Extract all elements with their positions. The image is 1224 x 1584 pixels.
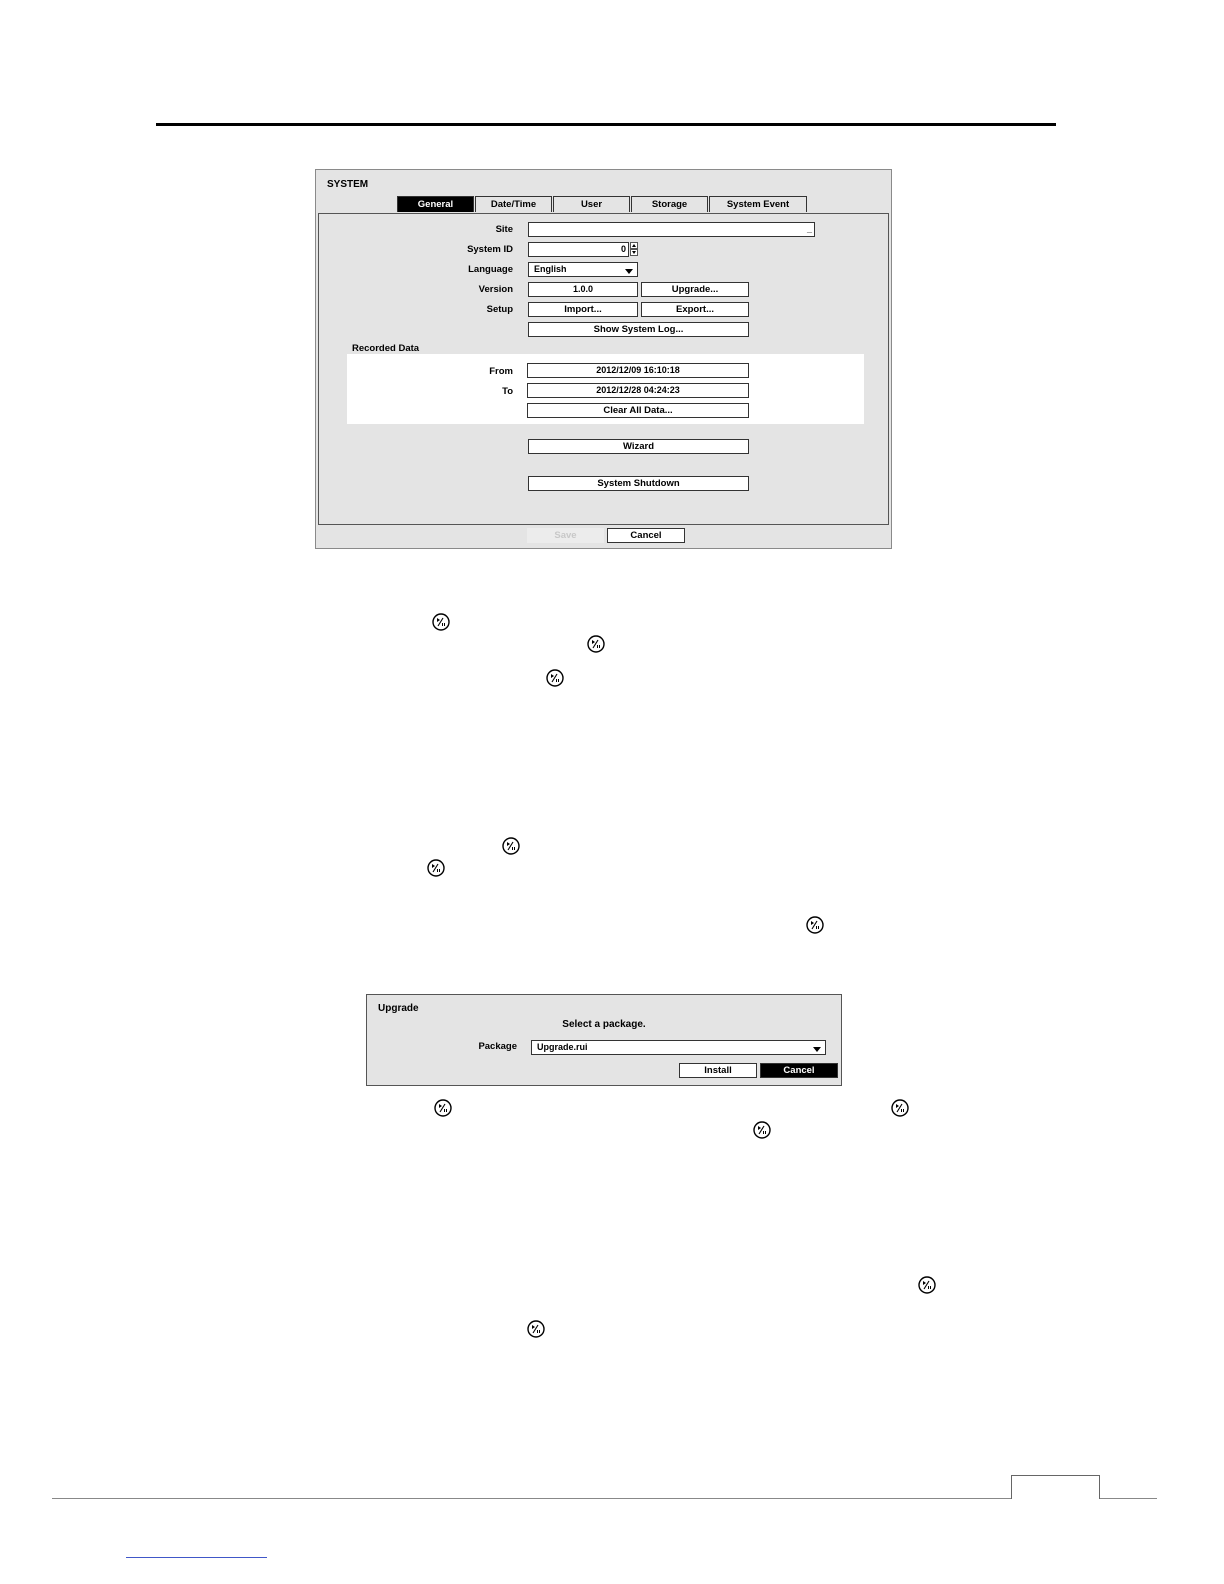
tab-user[interactable]: User	[553, 196, 630, 212]
page-number-tab	[1011, 1475, 1100, 1499]
chevron-down-icon	[813, 1047, 821, 1052]
wizard-button[interactable]: Wizard	[528, 439, 749, 454]
recorded-data-title: Recorded Data	[352, 343, 420, 354]
system-id-label: System ID	[467, 244, 513, 255]
tab-bar	[397, 196, 808, 212]
play-pause-icon	[434, 1099, 452, 1117]
upgrade-dialog	[366, 994, 842, 1086]
footer-link-underline	[126, 1557, 267, 1558]
from-label: From	[489, 366, 513, 377]
version-value: 1.0.0	[528, 282, 638, 297]
language-label: Language	[468, 264, 513, 275]
upgrade-button[interactable]: Upgrade...	[641, 282, 749, 297]
to-label: To	[502, 386, 513, 397]
recorded-data-box	[347, 354, 864, 424]
language-value: English	[534, 264, 567, 274]
from-value: 2012/12/09 16:10:18	[527, 363, 749, 378]
install-button[interactable]: Install	[679, 1063, 757, 1078]
version-label: Version	[478, 284, 513, 295]
play-pause-icon	[527, 1320, 545, 1338]
export-button[interactable]: Export...	[641, 302, 749, 317]
system-shutdown-button[interactable]: System Shutdown	[528, 476, 749, 491]
import-button[interactable]: Import...	[528, 302, 638, 317]
play-pause-icon	[806, 916, 824, 934]
setup-label: Setup	[486, 304, 513, 315]
package-label: Package	[478, 1041, 517, 1052]
play-pause-icon	[587, 635, 605, 653]
tab-date-time[interactable]: Date/Time	[475, 196, 552, 212]
play-pause-icon	[427, 859, 445, 877]
play-pause-icon	[891, 1099, 909, 1117]
upgrade-prompt: Select a package.	[562, 1019, 646, 1030]
site-cursor: _	[806, 224, 812, 234]
show-system-log-button[interactable]: Show System Log...	[528, 322, 749, 337]
play-pause-icon	[432, 613, 450, 631]
cancel-button[interactable]: Cancel	[607, 528, 685, 543]
site-label: Site	[495, 224, 513, 235]
footer-rule	[52, 1498, 1157, 1499]
system-dialog	[315, 169, 892, 549]
dialog-title: SYSTEM	[327, 179, 369, 190]
stepper-down-icon[interactable]	[630, 249, 638, 256]
play-pause-icon	[918, 1276, 936, 1294]
upgrade-cancel-button[interactable]: Cancel	[760, 1063, 838, 1078]
tab-system-event[interactable]: System Event	[709, 196, 807, 212]
system-id-input[interactable]: 0	[528, 242, 629, 257]
save-button[interactable]: Save	[527, 528, 604, 543]
tab-general[interactable]: General	[397, 196, 474, 212]
clear-all-data-button[interactable]: Clear All Data...	[527, 403, 749, 418]
system-id-stepper[interactable]	[630, 242, 638, 257]
tab-storage[interactable]: Storage	[631, 196, 708, 212]
chevron-down-icon	[625, 269, 633, 274]
package-select[interactable]	[531, 1040, 826, 1055]
language-select[interactable]	[528, 262, 638, 277]
play-pause-icon	[546, 669, 564, 687]
play-pause-icon	[502, 837, 520, 855]
general-panel	[318, 213, 889, 525]
to-value: 2012/12/28 04:24:23	[527, 383, 749, 398]
upgrade-dialog-title: Upgrade	[378, 1003, 419, 1014]
stepper-up-icon[interactable]	[630, 242, 638, 249]
package-value: Upgrade.rui	[537, 1042, 588, 1052]
play-pause-icon	[753, 1121, 771, 1139]
site-input[interactable]	[528, 222, 815, 237]
header-rule	[156, 123, 1056, 126]
